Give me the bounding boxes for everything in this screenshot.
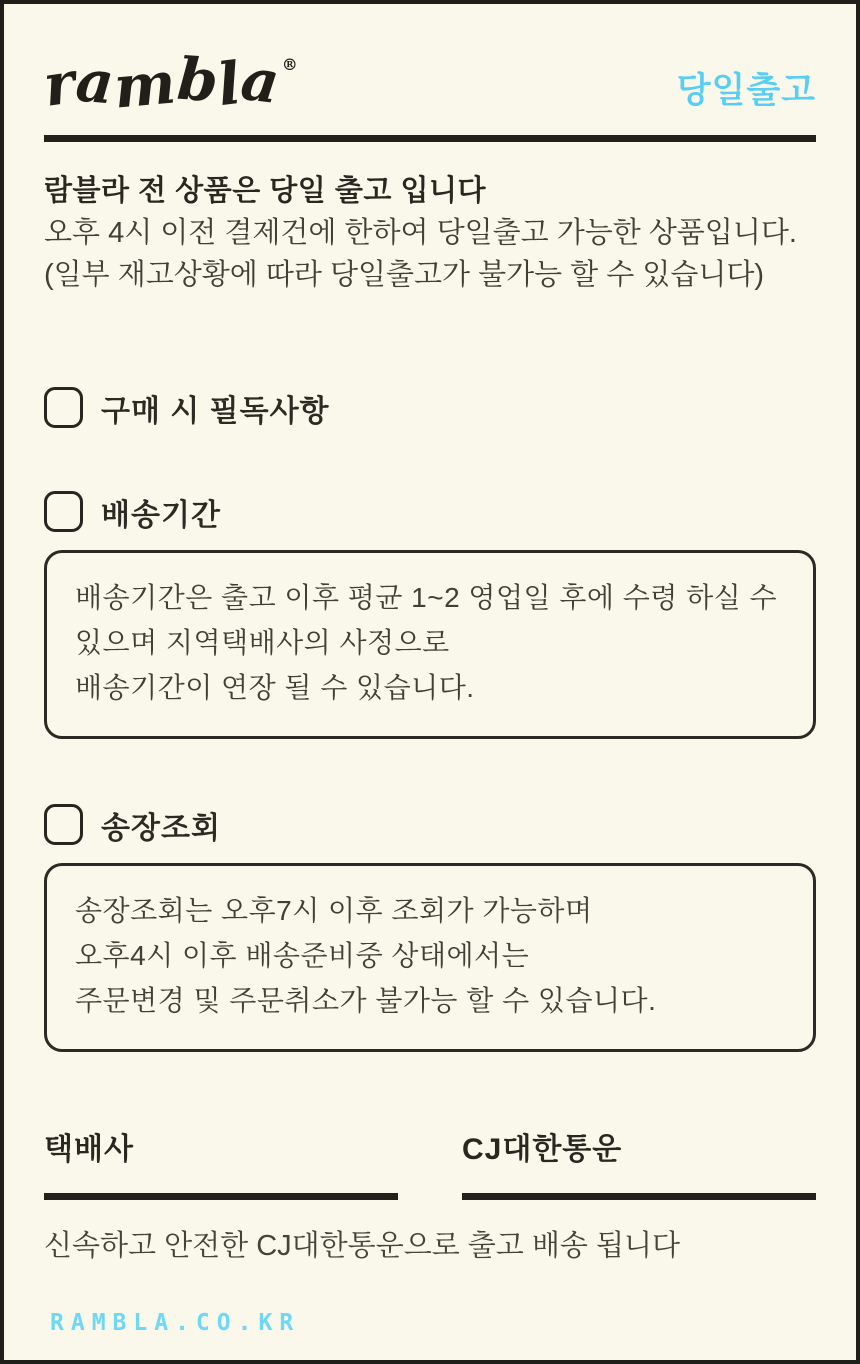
carrier-label: 택배사	[44, 1132, 134, 1166]
carrier-note: 신속하고 안전한 CJ대한통운으로 출고 배송 됩니다	[44, 1229, 681, 1262]
logo-letter: r	[39, 48, 81, 120]
logo-letter: a	[237, 44, 285, 118]
carrier-name: CJ대한통운	[462, 1132, 623, 1166]
notice-section	[44, 170, 816, 296]
section-label: 배송기간	[101, 498, 221, 532]
section-label: 송장조회	[101, 811, 221, 845]
checkbox-icon[interactable]	[44, 491, 83, 532]
checkbox-icon[interactable]	[44, 387, 83, 428]
info-line: 송장조회는 오후7시 이후 조회가 가능하며	[75, 894, 593, 926]
notice-title: 람블라 전 상품은 당일 출고 입니다	[44, 174, 486, 207]
carrier-underline	[462, 1193, 816, 1200]
info-line: 배송기간이 연장 될 수 있습니다.	[75, 671, 475, 703]
shipping-period-box	[44, 550, 816, 739]
info-line: 주문변경 및 주문취소가 불가능 할 수 있습니다.	[75, 984, 657, 1016]
notice-line-1: 오후 4시 이전 결제건에 한하여 당일출고 가능한 상품입니다.	[44, 216, 797, 249]
logo-letter: l	[213, 48, 246, 120]
carrier-section	[44, 1124, 816, 1200]
invoice-tracking-box	[44, 863, 816, 1052]
rambla-logo	[39, 44, 299, 122]
notice-line-2: (일부 재고상황에 따라 당일출고가 불가능 할 수 있습니다)	[44, 258, 765, 291]
section-shipping-period	[44, 490, 816, 534]
section-invoice-tracking	[44, 803, 816, 847]
info-line: 있으며 지역택배사의 사정으로	[75, 626, 450, 658]
section-label: 구매 시 필독사항	[101, 394, 330, 428]
shipping-info-page	[4, 44, 856, 1336]
registered-trademark-icon: ®	[281, 55, 299, 74]
section-purchase-notes	[44, 386, 816, 430]
logo-letter: m	[111, 48, 180, 122]
header	[39, 44, 816, 122]
header-divider	[44, 135, 816, 142]
checkbox-icon[interactable]	[44, 804, 83, 845]
site-url: RAMBLA.CO.KR	[50, 1309, 301, 1336]
carrier-underline	[44, 1193, 398, 1200]
logo-letter: b	[174, 44, 221, 116]
info-line: 오후4시 이후 배송준비중 상태에서는	[75, 939, 530, 971]
same-day-shipping-badge: 당일출고	[676, 70, 816, 110]
carrier-value-column	[462, 1124, 816, 1200]
logo-letter: a	[72, 46, 118, 118]
info-line: 배송기간은 출고 이후 평균 1~2 영업일 후에 수령 하실 수	[75, 581, 778, 613]
carrier-label-column	[44, 1124, 398, 1200]
